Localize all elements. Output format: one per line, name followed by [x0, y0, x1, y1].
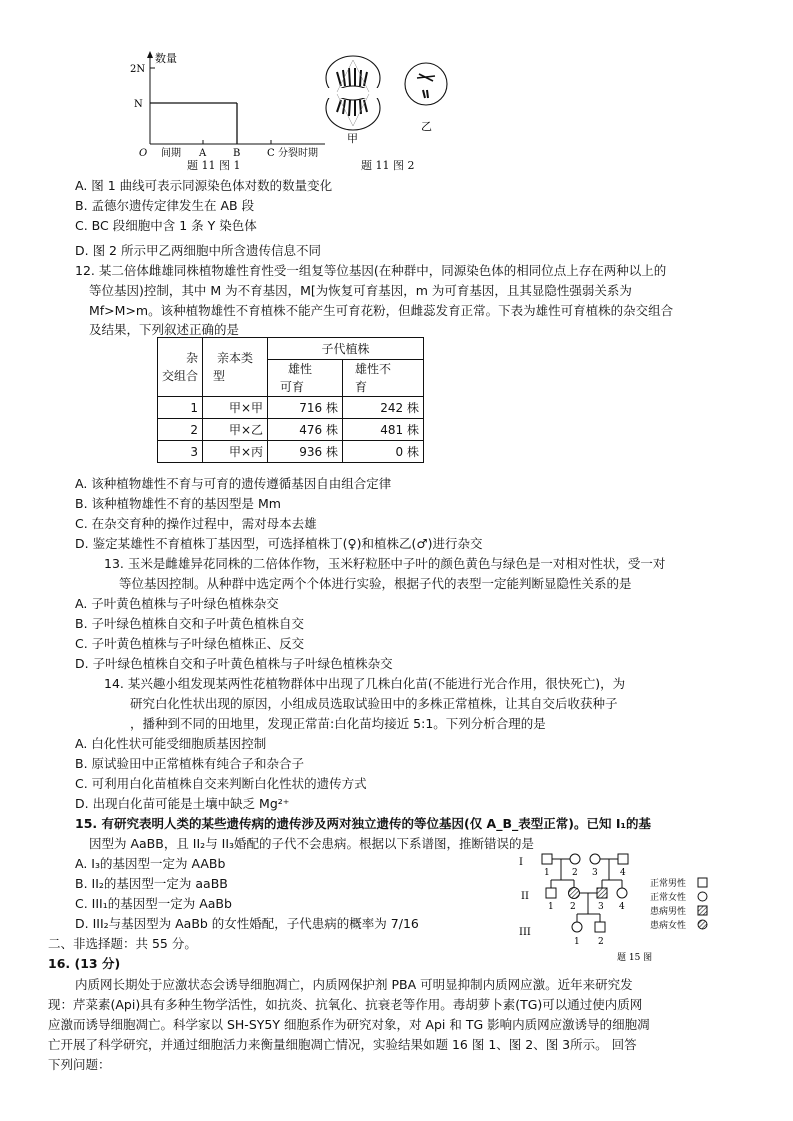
q14-option-b: B. 原试验田中正常植株有纯合子和杂合子	[75, 756, 305, 771]
cell-sterile: 481 株	[343, 419, 424, 441]
table-row	[158, 397, 424, 419]
x-tick-c: C	[267, 148, 275, 158]
q16-heading: 16. (13 分)	[48, 956, 121, 971]
gen-label-1: I	[519, 857, 523, 868]
q14-stem-3: ，播种到不同的田地里，发现正常苗:白化苗均接近 5:1。下列分析合理的是	[130, 716, 546, 731]
header-sterile: 雄性不 育	[343, 360, 424, 397]
pedigree-caption: 题 15 图	[617, 953, 653, 963]
cell-jia	[326, 56, 380, 130]
q12-option-b: B. 该种植物雄性不育的基因型是 Mm	[75, 496, 281, 511]
q14-option-c: C. 可利用白化苗植株自交来判断白化性状的遗传方式	[75, 776, 367, 791]
header-fertile: 雄性 可育	[268, 360, 343, 397]
cell-sterile: 0 株	[343, 441, 424, 463]
q14-stem-1: 14. 某兴趣小组发现某两性花植物群体中出现了几株白化苗(不能进行光合作用，很快死亡)，为	[104, 676, 626, 691]
cell-fertile: 716 株	[268, 397, 343, 419]
cell-sterile: 242 株	[343, 397, 424, 419]
cell-parent: 甲×乙	[203, 419, 268, 441]
x-tick-a: A	[199, 148, 207, 158]
cell-jia-label: 甲	[347, 132, 358, 145]
q13-option-d: D. 子叶绿色植株自交和子叶黄色植株与子叶绿色植株杂交	[75, 656, 393, 671]
table-row	[158, 419, 424, 441]
svg-text:2: 2	[572, 868, 578, 878]
cell-combo: 1	[158, 397, 203, 419]
q16-para-1: 内质网长期处于应激状态会诱导细胞凋亡，内质网保护剂 PBA 可明显抑制内质网应激。近年来研究发	[75, 977, 633, 992]
q12-option-d: D. 鉴定某雄性不育植株丁基因型，可选择植株丁(♀)和植株乙(♂)进行杂交	[75, 536, 483, 551]
y-axis-title: 数量	[155, 52, 177, 65]
svg-text:4: 4	[620, 868, 626, 878]
fig11-2-caption: 题 11 图 2	[361, 159, 415, 172]
x-tick-b: B	[233, 148, 241, 158]
q16-para-2: 现：芹菜素(Api)具有多种生物学活性，如抗炎、抗氧化、抗衰老等作用。毒胡萝卜素(TG)可以通过使内质网	[48, 997, 643, 1012]
header-parent: 亲本类 型	[203, 338, 268, 397]
q11-option-d: D. 图 2 所示甲乙两细胞中所含遗传信息不同	[75, 243, 321, 258]
header-offspring: 子代植株	[268, 338, 424, 360]
q13-option-a: A. 子叶黄色植株与子叶绿色植株杂交	[75, 596, 279, 611]
legend-normal-male: 正常男性	[650, 879, 687, 889]
q12-option-a: A. 该种植物雄性不育与可育的遗传遵循基因自由组合定律	[75, 476, 392, 491]
q13-option-b: B. 子叶绿色植株自交和子叶黄色植株自交	[75, 616, 305, 631]
cell-parent: 甲×丙	[203, 441, 268, 463]
q15-option-a: A. I₃的基因型一定为 AABb	[75, 856, 226, 871]
q12-stem-2: 等位基因)控制，其中 M 为不育基因，M[为恢复可育基因，m 为可育基因，且其显隐性强弱关系为	[89, 283, 632, 298]
svg-text:2: 2	[570, 902, 576, 912]
q13-stem-1: 13. 玉米是雌雄异花同株的二倍体作物，玉米籽粒胚中子叶的颜色黄色与绿色是一对相对性状，受一对	[104, 556, 666, 571]
svg-text:3: 3	[598, 902, 604, 912]
q15-pedigree-chart	[515, 848, 715, 966]
header-combo: 杂 交组合	[158, 338, 203, 397]
fig11-2-cells	[315, 52, 465, 152]
q15-option-b: B. II₂的基因型一定为 aaBB	[75, 876, 228, 891]
q15-option-d: D. III₂与基因型为 AaBb 的女性婚配，子代患病的概率为 7/16	[75, 916, 419, 931]
q12-stem-1: 12. 某二倍体雌雄同株植物雄性育性受一组复等位基因(在种群中，同源染色体的相同位点上存在两种以上的	[75, 263, 667, 278]
q15-option-c: C. III₁的基因型一定为 AaBb	[75, 896, 232, 911]
cell-parent: 甲×甲	[203, 397, 268, 419]
svg-text:1: 1	[574, 937, 580, 947]
cell-fertile: 476 株	[268, 419, 343, 441]
q14-stem-2: 研究白化性状出现的原因，小组成员选取试验田中的多株正常植株，让其自交后收获种子	[130, 696, 618, 711]
y-tick-2n: 2N	[130, 64, 146, 75]
cell-combo: 3	[158, 441, 203, 463]
q13-stem-2: 等位基因控制。从种群中选定两个个体进行实验，根据子代的表型一定能判断显隐性关系的是	[119, 576, 632, 591]
gen-label-3: III	[519, 927, 531, 938]
table-row	[158, 441, 424, 463]
q16-para-4: 亡开展了科学研究，并通过细胞活力来衡量细胞凋亡情况，实验结果如题 16 图 1、图 2、图 3所示。 回答	[48, 1037, 637, 1052]
x-tick-interphase: 间期	[161, 148, 181, 158]
q12-cross-table	[157, 337, 424, 463]
x-axis-title: 分裂时期	[278, 148, 318, 158]
q14-option-d: D. 出现白化苗可能是土壤中缺乏 Mg²⁺	[75, 796, 290, 811]
q12-option-c: C. 在杂交育种的操作过程中，需对母本去雄	[75, 516, 317, 531]
origin-label: O	[139, 148, 148, 158]
q11-option-b: B. 孟德尔遗传定律发生在 AB 段	[75, 198, 255, 213]
cell-yi-label: 乙	[421, 120, 432, 133]
svg-text:3: 3	[592, 868, 598, 878]
cell-fertile: 936 株	[268, 441, 343, 463]
svg-text:1: 1	[544, 868, 550, 878]
q13-option-c: C. 子叶黄色植株与子叶绿色植株正、反交	[75, 636, 305, 651]
y-tick-n: N	[134, 99, 143, 110]
section-2-heading: 二、非选择题：共 55 分。	[48, 936, 197, 951]
cell-combo: 2	[158, 419, 203, 441]
q15-stem-1: 15. 有研究表明人类的某些遗传病的遗传涉及两对独立遗传的等位基因(仅 A_B_表型正常)。已知 I₁的基	[75, 816, 651, 831]
q12-stem-4: 及结果，下列叙述正确的是	[89, 322, 240, 337]
gen-label-2: II	[521, 891, 529, 902]
svg-text:2: 2	[598, 937, 604, 947]
cell-yi	[405, 63, 447, 105]
q16-para-5: 下列问题：	[48, 1057, 111, 1072]
q12-stem-3: Mf>M>m。该种植物雄性不育植株不能产生可育花粉，但雌蕊发育正常。下表为雄性可育植株的杂交组合	[89, 303, 674, 318]
q16-para-3: 应激而诱导细胞凋亡。科学家以 SH-SY5Y 细胞系作为研究对象，对 Api 和 TG 影响内质网应激诱导的细胞凋	[48, 1017, 650, 1032]
fig11-1-caption: 题 11 图 1	[187, 159, 241, 172]
legend-affected-male: 患病男性	[650, 907, 687, 917]
q11-option-c: C. BC 段细胞中含 1 条 Y 染色体	[75, 218, 257, 233]
legend-affected-female: 患病女性	[650, 921, 687, 931]
q11-option-a: A. 图 1 曲线可表示同源染色体对数的数量变化	[75, 178, 333, 193]
svg-text:4: 4	[619, 902, 625, 912]
legend-normal-female: 正常女性	[650, 893, 687, 903]
fig11-1-graph	[125, 48, 340, 158]
svg-text:1: 1	[548, 902, 554, 912]
q14-option-a: A. 白化性状可能受细胞质基因控制	[75, 736, 267, 751]
q15-stem-2: 因型为 AaBB，且 II₂与 II₃婚配的子代不会患病。根据以下系谱图，推断错误的是	[89, 836, 535, 851]
